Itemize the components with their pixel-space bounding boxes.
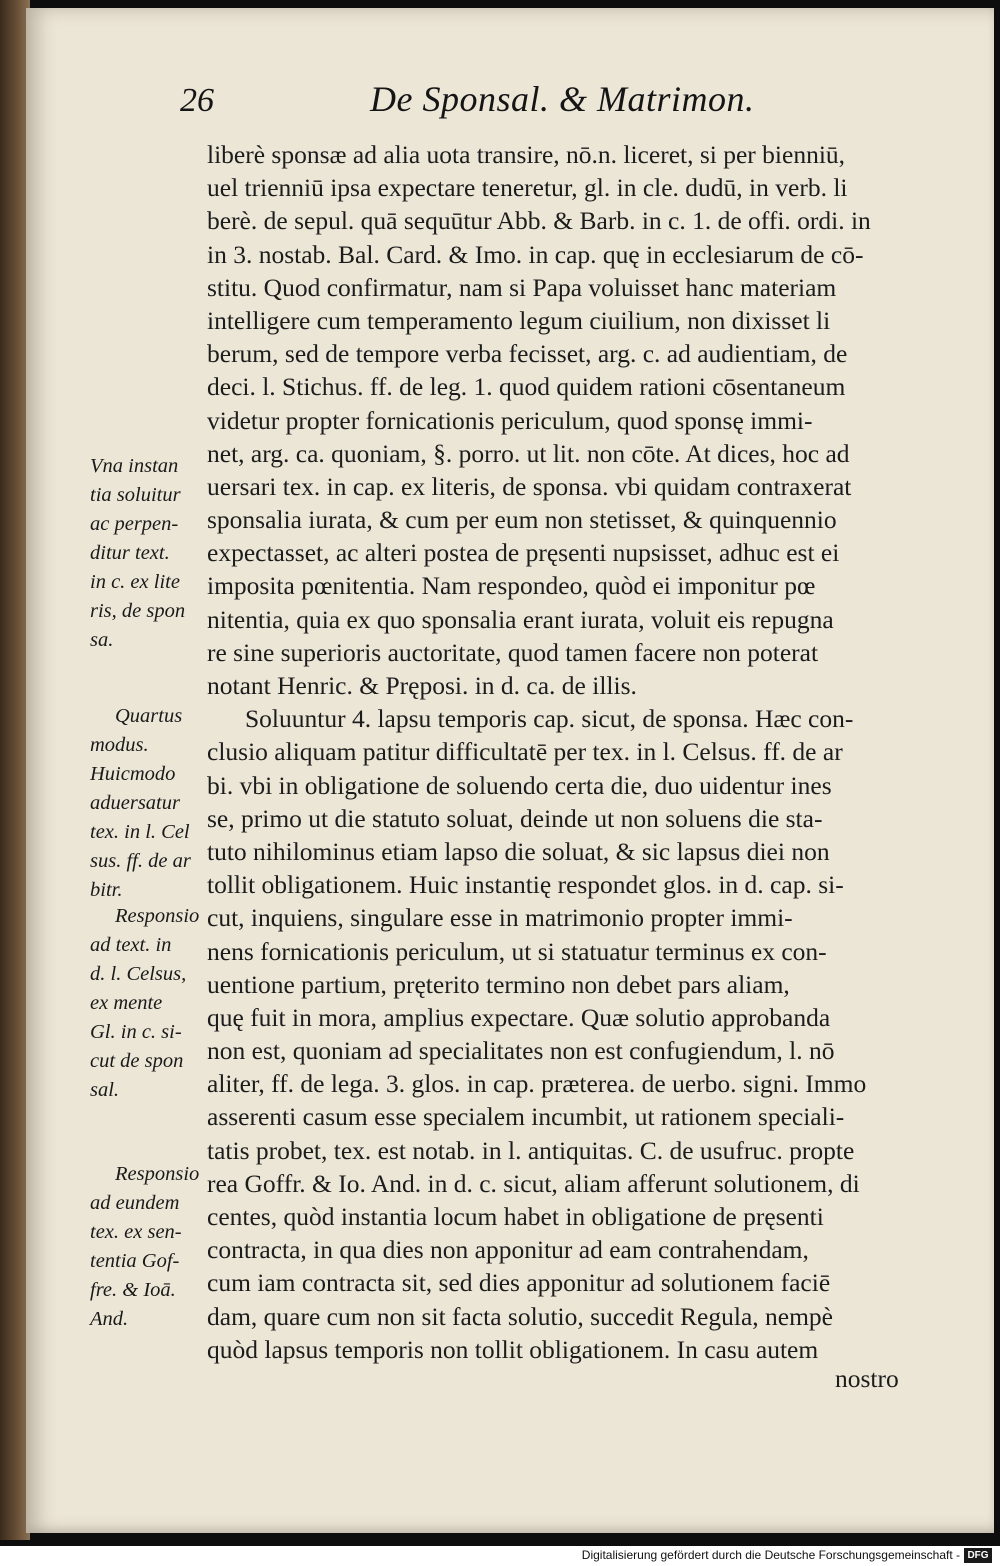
body-text: [207, 138, 947, 1366]
text-line: cum iam contracta sit, sed dies apponitur ad solutionem faciē: [207, 1268, 831, 1298]
text-line: bi. vbi in obligatione de soluendo certa die, duo uidentur ines: [207, 770, 832, 800]
margin-note-line: Quartus: [115, 705, 183, 727]
footer-bar: [0, 1546, 1000, 1566]
margin-note-line: Responsio: [115, 1163, 200, 1185]
page-number: 26: [180, 82, 214, 119]
text-line: asserenti casum esse specialem incumbit, ut rationem speciali-: [207, 1102, 845, 1132]
margin-note-line: And.: [90, 1308, 129, 1330]
margin-note-line: Huicmodo: [90, 763, 176, 785]
text-line: net, arg. ca. quoniam, §. porro. ut lit. non cōte. At dices, hoc ad: [207, 438, 850, 468]
text-line: clusio aliquam patitur difficultatē per tex. in l. Celsus. ff. de ar: [207, 737, 843, 767]
margin-note-line: ac perpen-: [90, 513, 179, 535]
text-line: nitentia, quia ex quo sponsalia erant iurata, voluit eis repugna: [207, 604, 834, 634]
text-line: berè. de sepul. quā sequūtur Abb. & Barb. in c. 1. de offi. ordi. in: [207, 206, 871, 236]
text-line: quę fuit in mora, amplius expectare. Quæ solutio approbanda: [207, 1002, 831, 1032]
margin-note-line: modus.: [90, 734, 149, 756]
text-line: tollit obligationem. Huic instantię respondet glos. in d. cap. si-: [207, 870, 844, 900]
text-line: centes, quòd instantia locum habet in obligatione de pręsenti: [207, 1202, 824, 1231]
text-line: dam, quare cum non sit facta solutio, succedit Regula, nempè: [207, 1301, 833, 1331]
text-line: liberè sponsæ ad alia uota transire, nō.n. liceret, si per bienniū,: [207, 140, 846, 169]
margin-note-line: sus. ff. de ar: [90, 850, 191, 872]
margin-note-line: sa.: [90, 629, 114, 651]
margin-note-line: d. l. Celsus,: [90, 963, 187, 985]
footer-credit: Digitalisierung gefördert durch die Deutsche Forschungsgemeinschaft -: [581, 1548, 960, 1562]
text-line: expectasset, ac alteri postea de pręsenti nupsisset, adhuc est ei: [207, 538, 840, 568]
margin-note-line: Vna instan: [90, 455, 179, 477]
margin-note-line: tex. ex sen-: [90, 1221, 182, 1243]
text-line: deci. l. Stichus. ff. de leg. 1. quod quidem rationi cōsentaneum: [207, 372, 846, 402]
margin-note-line: ad text. in: [90, 934, 172, 956]
text-line: videtur propter fornicationis periculum, quod sponsę immi-: [207, 405, 813, 435]
margin-note-line: tex. in l. Cel: [90, 821, 190, 843]
text-line: tatis probet, tex. est notab. in l. antiquitas. C. de usufruc. propte: [207, 1135, 855, 1165]
text-line: stitu. Quod confirmatur, nam si Papa voluisset hanc materiam: [207, 272, 837, 302]
margin-note-line: ex mente: [90, 992, 163, 1014]
text-line: imposita pœnitentia. Nam respondeo, quòd ei imponitur pœ: [207, 571, 816, 601]
running-title: De Sponsal. & Matrimon.: [370, 79, 755, 119]
catchword: nostro: [835, 1364, 899, 1393]
margin-note-line: ris, de spon: [90, 600, 186, 622]
page-header: [180, 78, 800, 128]
text-line: se, primo ut die statuto soluat, deinde ut non soluens die sta-: [207, 803, 823, 833]
margin-note: [90, 902, 199, 1105]
text-line: quòd lapsus temporis non tollit obligationem. In casu autem: [207, 1334, 819, 1364]
margin-note-line: bitr.: [90, 879, 123, 901]
margin-note: [90, 452, 185, 655]
margin-note-line: Gl. in c. si-: [90, 1021, 182, 1043]
margin-note-line: aduersatur: [90, 792, 180, 814]
margin-note: [90, 702, 191, 905]
dfg-logo: DFG: [964, 1548, 992, 1563]
margin-note-line: sal.: [90, 1079, 120, 1101]
text-line: uersari tex. in cap. ex literis, de sponsa. vbi quidam contraxerat: [207, 471, 852, 501]
text-line: notant Henric. & Pręposi. in d. ca. de illis.: [207, 671, 637, 700]
text-line: uel trienniū ipsa expectare teneretur, gl. in cle. dudū, in verb. li: [207, 173, 848, 203]
text-line: nens fornicationis periculum, ut si statuatur terminus ex con-: [207, 936, 827, 966]
margin-note-line: tia soluitur: [90, 484, 181, 506]
margin-note-line: Responsio: [115, 905, 200, 927]
text-line: uentione partium, pręterito termino non debet pars aliam,: [207, 969, 790, 999]
margin-note-line: in c. ex lite: [90, 571, 180, 593]
margin-note-line: tentia Gof-: [90, 1250, 180, 1272]
text-line: re sine superioris auctoritate, quod tamen facere non poterat: [207, 637, 819, 667]
text-line: in 3. nostab. Bal. Card. & Imo. in cap. quę in ecclesiarum de cō-: [207, 239, 864, 269]
text-line: contracta, in qua dies non apponitur ad eam contrahendam,: [207, 1235, 809, 1265]
margin-note-line: ad eundem: [90, 1192, 180, 1214]
text-line: tuto nihilominus etiam lapso die soluat, & sic lapsus diei non: [207, 836, 830, 866]
text-line: berum, sed de tempore verba fecisset, arg. c. ad audientiam, de: [207, 339, 848, 369]
text-line: intelligere cum temperamento legum ciuilium, non dixisset li: [207, 305, 831, 335]
margin-note-line: fre. & Ioā.: [90, 1279, 176, 1301]
text-line: aliter, ff. de lega. 3. glos. in cap. præterea. de uerbo. signi. Immo: [207, 1069, 867, 1099]
margin-note: [90, 1160, 199, 1334]
paragraph-start-line: Soluuntur 4. lapsu temporis cap. sicut, de sponsa. Hæc con-: [245, 704, 854, 734]
text-line: non est, quoniam ad specialitates non est confugiendum, l. nō: [207, 1036, 835, 1066]
text-line: sponsalia iurata, & cum per eum non stetisset, & quinquennio: [207, 505, 837, 535]
text-line: cut, inquiens, singulare esse in matrimonio propter immi-: [207, 903, 793, 933]
text-line: rea Goffr. & Io. And. in d. c. sicut, aliam afferunt solutionem, di: [207, 1168, 860, 1198]
margin-note-line: cut de spon: [90, 1050, 184, 1072]
margin-note-line: ditur text.: [90, 542, 170, 564]
